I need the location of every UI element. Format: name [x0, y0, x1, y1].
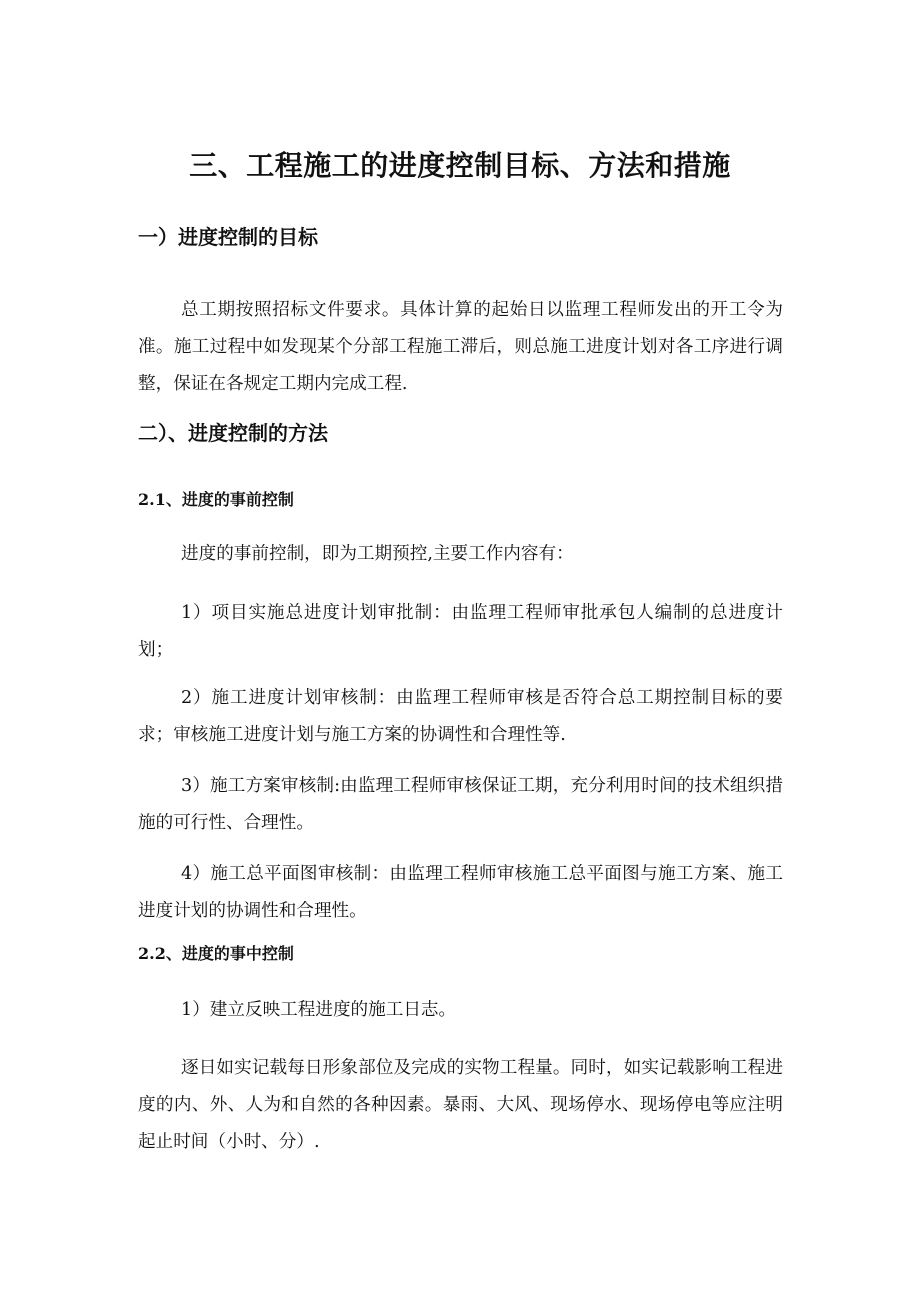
- section-heading-methods: 二）、进度控制的方法: [138, 421, 328, 445]
- section-heading-goals: 一）进度控制的目标: [138, 225, 318, 249]
- list-item-construction-log: 1）建立反映工程进度的施工日志。: [181, 1000, 457, 1020]
- paragraph-pre-control-intro: 进度的事前控制，即为工期预控,主要工作内容有：: [181, 544, 574, 564]
- paragraph-total-schedule: 总工期按照招标文件要求。具体计算的起始日以监理工程师发出的开工令为准。施工过程中如发现某个分部工程施工滞后，则总施工进度计划对各工序进行调整，保证在各规定工期内完成工程.: [138, 300, 783, 394]
- list-item-pre-control-1: 1）项目实施总进度计划审批制：由监理工程师审批承包人编制的总进度计划；: [138, 603, 783, 660]
- list-item-pre-control-4: 4）施工总平面图审核制：由监理工程师审核施工总平面图与施工方案、施工进度计划的协调性和合理性。: [138, 864, 783, 921]
- list-item-pre-control-2: 2）施工进度计划审核制：由监理工程师审核是否符合总工期控制目标的要求；审核施工进度计划与施工方案的协调性和合理性等.: [138, 688, 783, 745]
- page-title: 三、工程施工的进度控制目标、方法和措施: [189, 149, 731, 182]
- subsection-heading-pre-control: 2.1、进度的事前控制: [138, 490, 294, 509]
- list-item-pre-control-3: 3）施工方案审核制:由监理工程师审核保证工期，充分利用时间的技术组织措施的可行性、合理性。: [138, 776, 783, 833]
- subsection-heading-in-process-control: 2.2、进度的事中控制: [138, 944, 294, 963]
- paragraph-daily-records: 逐日如实记载每日形象部位及完成的实物工程量。同时，如实记载影响工程进度的内、外、人为和自然的各种因素。暴雨、大风、现场停水、现场停电等应注明起止时间（小时、分）.: [138, 1058, 783, 1152]
